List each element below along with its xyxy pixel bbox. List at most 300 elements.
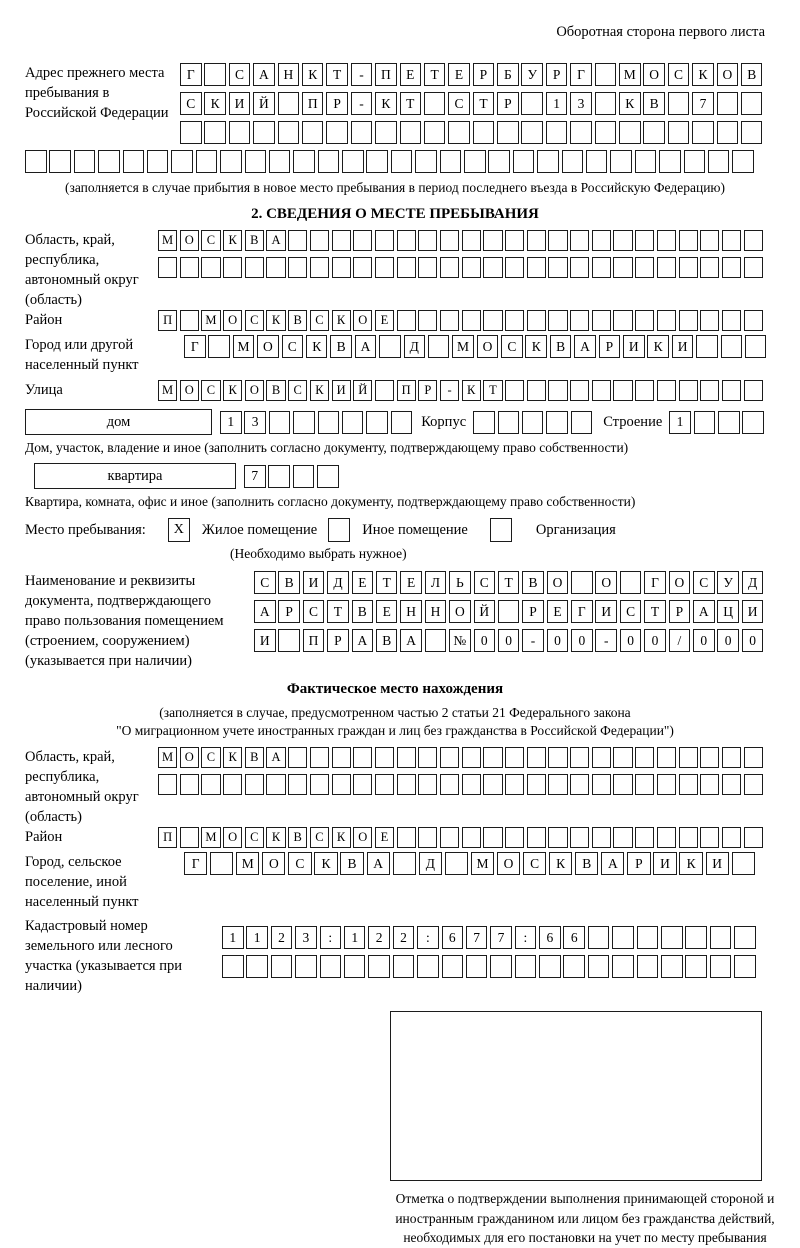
char-box[interactable]: А	[253, 63, 275, 86]
char-box[interactable]: К	[223, 747, 242, 768]
char-box[interactable]: К	[266, 827, 285, 848]
char-box[interactable]	[527, 310, 546, 331]
char-box[interactable]: Р	[522, 600, 544, 623]
char-box[interactable]: К	[332, 827, 351, 848]
char-box[interactable]	[147, 150, 169, 173]
char-box[interactable]	[661, 926, 683, 949]
char-box[interactable]: Д	[419, 852, 442, 875]
char-box[interactable]: Е	[352, 571, 374, 594]
char-box[interactable]	[268, 465, 290, 488]
char-box[interactable]: К	[223, 230, 242, 251]
char-box[interactable]: -	[440, 380, 459, 401]
char-box[interactable]	[462, 310, 481, 331]
char-box[interactable]	[393, 955, 415, 978]
char-box[interactable]	[445, 852, 468, 875]
char-box[interactable]	[425, 629, 447, 652]
char-box[interactable]	[462, 827, 481, 848]
char-box[interactable]	[722, 257, 741, 278]
char-box[interactable]	[548, 310, 567, 331]
char-box[interactable]: И	[623, 335, 645, 358]
char-box[interactable]: В	[575, 852, 598, 875]
char-box[interactable]	[679, 380, 698, 401]
char-box[interactable]: О	[353, 310, 372, 331]
char-box[interactable]: А	[355, 335, 377, 358]
char-box[interactable]: М	[236, 852, 259, 875]
char-box[interactable]: Т	[326, 63, 348, 86]
char-box[interactable]	[320, 955, 342, 978]
char-box[interactable]: 6	[563, 926, 585, 949]
char-box[interactable]: С	[245, 827, 264, 848]
char-box[interactable]: О	[477, 335, 499, 358]
char-box[interactable]: С	[201, 230, 220, 251]
char-box[interactable]: 3	[295, 926, 317, 949]
char-box[interactable]	[668, 92, 690, 115]
char-box[interactable]	[521, 92, 543, 115]
char-box[interactable]	[592, 310, 611, 331]
char-box[interactable]	[462, 774, 481, 795]
char-box[interactable]: И	[303, 571, 325, 594]
char-box[interactable]	[245, 257, 264, 278]
char-box[interactable]	[548, 230, 567, 251]
char-box[interactable]	[527, 827, 546, 848]
char-box[interactable]	[123, 150, 145, 173]
char-box[interactable]	[418, 310, 437, 331]
char-box[interactable]: Й	[474, 600, 496, 623]
char-box[interactable]: А	[574, 335, 596, 358]
char-box[interactable]: П	[375, 63, 397, 86]
char-box[interactable]	[483, 747, 502, 768]
char-box[interactable]	[266, 257, 285, 278]
char-box[interactable]	[612, 955, 634, 978]
char-box[interactable]	[613, 380, 632, 401]
char-box[interactable]: П	[302, 92, 324, 115]
char-box[interactable]: А	[693, 600, 715, 623]
char-box[interactable]	[635, 150, 657, 173]
char-box[interactable]: А	[266, 747, 285, 768]
checkbox-organization[interactable]	[490, 518, 512, 542]
char-box[interactable]	[710, 926, 732, 949]
char-box[interactable]: С	[245, 310, 264, 331]
char-box[interactable]	[440, 230, 459, 251]
char-box[interactable]	[391, 150, 413, 173]
char-box[interactable]: Р	[418, 380, 437, 401]
char-box[interactable]	[657, 380, 676, 401]
char-box[interactable]	[391, 411, 413, 434]
char-box[interactable]	[397, 230, 416, 251]
char-box[interactable]: К	[692, 63, 714, 86]
char-box[interactable]	[613, 257, 632, 278]
char-box[interactable]	[288, 230, 307, 251]
char-box[interactable]: М	[471, 852, 494, 875]
char-box[interactable]	[505, 774, 524, 795]
char-box[interactable]: С	[693, 571, 715, 594]
char-box[interactable]	[473, 411, 495, 434]
char-box[interactable]: Й	[353, 380, 372, 401]
char-box[interactable]	[483, 774, 502, 795]
char-box[interactable]	[269, 411, 291, 434]
char-box[interactable]: С	[288, 380, 307, 401]
char-box[interactable]: О	[643, 63, 665, 86]
char-box[interactable]: 2	[271, 926, 293, 949]
char-box[interactable]: А	[266, 230, 285, 251]
char-box[interactable]	[643, 121, 665, 144]
char-box[interactable]	[685, 955, 707, 978]
char-box[interactable]	[635, 230, 654, 251]
char-box[interactable]: :	[417, 926, 439, 949]
char-box[interactable]	[722, 310, 741, 331]
char-box[interactable]	[679, 257, 698, 278]
char-box[interactable]	[679, 747, 698, 768]
char-box[interactable]	[344, 955, 366, 978]
char-box[interactable]	[473, 121, 495, 144]
char-box[interactable]: С	[310, 310, 329, 331]
char-box[interactable]	[539, 955, 561, 978]
char-box[interactable]: С	[288, 852, 311, 875]
char-box[interactable]	[613, 827, 632, 848]
char-box[interactable]: К	[204, 92, 226, 115]
char-box[interactable]: 0	[717, 629, 739, 652]
char-box[interactable]: Г	[644, 571, 666, 594]
char-box[interactable]	[288, 747, 307, 768]
char-box[interactable]	[293, 465, 315, 488]
char-box[interactable]	[293, 411, 315, 434]
char-box[interactable]: П	[158, 827, 177, 848]
char-box[interactable]	[592, 774, 611, 795]
char-box[interactable]: Е	[375, 310, 394, 331]
char-box[interactable]	[722, 380, 741, 401]
char-box[interactable]: Т	[644, 600, 666, 623]
char-box[interactable]	[332, 747, 351, 768]
char-box[interactable]	[25, 150, 47, 173]
char-box[interactable]: 0	[644, 629, 666, 652]
char-box[interactable]	[424, 121, 446, 144]
char-box[interactable]	[229, 121, 251, 144]
char-box[interactable]	[418, 827, 437, 848]
char-box[interactable]	[548, 257, 567, 278]
house-box[interactable]: дом	[25, 409, 212, 435]
char-box[interactable]	[483, 257, 502, 278]
char-box[interactable]	[400, 121, 422, 144]
char-box[interactable]	[588, 955, 610, 978]
char-box[interactable]	[661, 955, 683, 978]
char-box[interactable]	[171, 150, 193, 173]
char-box[interactable]	[570, 121, 592, 144]
char-box[interactable]	[592, 747, 611, 768]
char-box[interactable]	[637, 955, 659, 978]
char-box[interactable]	[223, 257, 242, 278]
char-box[interactable]	[637, 926, 659, 949]
char-box[interactable]	[679, 310, 698, 331]
char-box[interactable]: Т	[327, 600, 349, 623]
char-box[interactable]	[679, 774, 698, 795]
char-box[interactable]	[483, 827, 502, 848]
char-box[interactable]	[700, 380, 719, 401]
char-box[interactable]	[448, 121, 470, 144]
char-box[interactable]	[245, 774, 264, 795]
char-box[interactable]: С	[282, 335, 304, 358]
char-box[interactable]: М	[201, 827, 220, 848]
char-box[interactable]	[595, 121, 617, 144]
char-box[interactable]	[353, 257, 372, 278]
char-box[interactable]: Л	[425, 571, 447, 594]
char-box[interactable]: О	[262, 852, 285, 875]
char-box[interactable]	[278, 629, 300, 652]
char-box[interactable]: К	[525, 335, 547, 358]
char-box[interactable]	[440, 827, 459, 848]
char-box[interactable]: К	[375, 92, 397, 115]
char-box[interactable]: В	[278, 571, 300, 594]
char-box[interactable]	[570, 230, 589, 251]
char-box[interactable]: В	[245, 230, 264, 251]
char-box[interactable]: :	[320, 926, 342, 949]
char-box[interactable]	[302, 121, 324, 144]
char-box[interactable]	[498, 411, 520, 434]
char-box[interactable]: Ц	[717, 600, 739, 623]
char-box[interactable]: Е	[375, 827, 394, 848]
char-box[interactable]	[692, 121, 714, 144]
char-box[interactable]: С	[448, 92, 470, 115]
char-box[interactable]: -	[522, 629, 544, 652]
char-box[interactable]: 1	[220, 411, 242, 434]
char-box[interactable]	[266, 774, 285, 795]
char-box[interactable]: С	[310, 827, 329, 848]
char-box[interactable]	[635, 827, 654, 848]
char-box[interactable]: И	[332, 380, 351, 401]
char-box[interactable]: М	[158, 380, 177, 401]
char-box[interactable]: Й	[253, 92, 275, 115]
char-box[interactable]	[245, 150, 267, 173]
char-box[interactable]: С	[201, 380, 220, 401]
char-box[interactable]	[700, 774, 719, 795]
char-box[interactable]: К	[647, 335, 669, 358]
char-box[interactable]: К	[462, 380, 481, 401]
char-box[interactable]: 7	[466, 926, 488, 949]
checkbox-residential[interactable]: X	[168, 518, 190, 542]
char-box[interactable]	[657, 310, 676, 331]
char-box[interactable]	[570, 774, 589, 795]
char-box[interactable]	[310, 774, 329, 795]
char-box[interactable]	[375, 121, 397, 144]
char-box[interactable]	[375, 747, 394, 768]
char-box[interactable]: А	[367, 852, 390, 875]
char-box[interactable]: С	[474, 571, 496, 594]
char-box[interactable]	[635, 380, 654, 401]
char-box[interactable]: Т	[498, 571, 520, 594]
char-box[interactable]	[332, 230, 351, 251]
char-box[interactable]	[208, 335, 230, 358]
char-box[interactable]: Р	[326, 92, 348, 115]
char-box[interactable]: Е	[547, 600, 569, 623]
char-box[interactable]: И	[742, 600, 764, 623]
char-box[interactable]	[318, 411, 340, 434]
char-box[interactable]: С	[254, 571, 276, 594]
char-box[interactable]	[586, 150, 608, 173]
char-box[interactable]	[685, 926, 707, 949]
char-box[interactable]	[717, 92, 739, 115]
char-box[interactable]	[505, 827, 524, 848]
char-box[interactable]: К	[619, 92, 641, 115]
char-box[interactable]	[462, 257, 481, 278]
char-box[interactable]	[657, 257, 676, 278]
char-box[interactable]	[310, 257, 329, 278]
char-box[interactable]	[368, 955, 390, 978]
char-box[interactable]: 1	[222, 926, 244, 949]
char-box[interactable]	[700, 230, 719, 251]
char-box[interactable]	[158, 774, 177, 795]
char-box[interactable]: /	[669, 629, 691, 652]
char-box[interactable]	[635, 310, 654, 331]
char-box[interactable]	[222, 955, 244, 978]
char-box[interactable]	[74, 150, 96, 173]
char-box[interactable]	[592, 827, 611, 848]
char-box[interactable]: 1	[669, 411, 691, 434]
char-box[interactable]: О	[180, 230, 199, 251]
char-box[interactable]	[180, 827, 199, 848]
char-box[interactable]: Р	[497, 92, 519, 115]
char-box[interactable]: 2	[368, 926, 390, 949]
char-box[interactable]: Г	[570, 63, 592, 86]
char-box[interactable]: П	[158, 310, 177, 331]
char-box[interactable]	[442, 955, 464, 978]
char-box[interactable]: 0	[474, 629, 496, 652]
char-box[interactable]	[613, 747, 632, 768]
char-box[interactable]	[462, 747, 481, 768]
char-box[interactable]	[418, 230, 437, 251]
char-box[interactable]	[295, 955, 317, 978]
char-box[interactable]	[418, 747, 437, 768]
char-box[interactable]: 1	[344, 926, 366, 949]
char-box[interactable]: К	[332, 310, 351, 331]
char-box[interactable]	[505, 380, 524, 401]
char-box[interactable]: М	[619, 63, 641, 86]
char-box[interactable]	[657, 747, 676, 768]
char-box[interactable]: И	[595, 600, 617, 623]
char-box[interactable]	[375, 230, 394, 251]
char-box[interactable]	[513, 150, 535, 173]
char-box[interactable]: У	[521, 63, 543, 86]
char-box[interactable]: О	[223, 827, 242, 848]
char-box[interactable]: Р	[473, 63, 495, 86]
char-box[interactable]: Т	[483, 380, 502, 401]
char-box[interactable]	[505, 230, 524, 251]
char-box[interactable]	[657, 230, 676, 251]
char-box[interactable]	[571, 411, 593, 434]
char-box[interactable]	[742, 411, 764, 434]
char-box[interactable]	[548, 747, 567, 768]
char-box[interactable]: С	[668, 63, 690, 86]
char-box[interactable]: Е	[376, 600, 398, 623]
char-box[interactable]: 0	[547, 629, 569, 652]
char-box[interactable]: И	[706, 852, 729, 875]
char-box[interactable]: О	[547, 571, 569, 594]
char-box[interactable]	[246, 955, 268, 978]
char-box[interactable]	[592, 380, 611, 401]
char-box[interactable]	[483, 310, 502, 331]
char-box[interactable]	[684, 150, 706, 173]
char-box[interactable]	[201, 257, 220, 278]
char-box[interactable]: В	[643, 92, 665, 115]
char-box[interactable]: Г	[571, 600, 593, 623]
char-box[interactable]	[415, 150, 437, 173]
char-box[interactable]	[310, 747, 329, 768]
char-box[interactable]	[210, 852, 233, 875]
char-box[interactable]	[527, 230, 546, 251]
char-box[interactable]	[271, 955, 293, 978]
char-box[interactable]	[527, 774, 546, 795]
char-box[interactable]: К	[314, 852, 337, 875]
char-box[interactable]	[592, 230, 611, 251]
char-box[interactable]: Р	[278, 600, 300, 623]
char-box[interactable]	[428, 335, 450, 358]
char-box[interactable]	[483, 230, 502, 251]
char-box[interactable]: Г	[184, 852, 207, 875]
char-box[interactable]	[694, 411, 716, 434]
char-box[interactable]	[521, 121, 543, 144]
char-box[interactable]	[366, 150, 388, 173]
char-box[interactable]: В	[245, 747, 264, 768]
char-box[interactable]: М	[452, 335, 474, 358]
char-box[interactable]	[278, 121, 300, 144]
char-box[interactable]: О	[180, 747, 199, 768]
char-box[interactable]	[721, 335, 743, 358]
char-box[interactable]: 7	[490, 926, 512, 949]
char-box[interactable]	[440, 747, 459, 768]
char-box[interactable]	[562, 150, 584, 173]
char-box[interactable]: В	[340, 852, 363, 875]
char-box[interactable]	[490, 955, 512, 978]
char-box[interactable]	[744, 747, 763, 768]
char-box[interactable]	[700, 747, 719, 768]
char-box[interactable]: Р	[599, 335, 621, 358]
char-box[interactable]: Р	[669, 600, 691, 623]
char-box[interactable]	[397, 747, 416, 768]
char-box[interactable]	[397, 774, 416, 795]
char-box[interactable]: Т	[400, 92, 422, 115]
char-box[interactable]	[353, 230, 372, 251]
char-box[interactable]	[635, 257, 654, 278]
char-box[interactable]	[332, 774, 351, 795]
char-box[interactable]	[657, 774, 676, 795]
char-box[interactable]	[570, 827, 589, 848]
char-box[interactable]	[570, 257, 589, 278]
char-box[interactable]	[220, 150, 242, 173]
char-box[interactable]: Д	[742, 571, 764, 594]
char-box[interactable]	[635, 774, 654, 795]
char-box[interactable]: 1	[246, 926, 268, 949]
char-box[interactable]	[353, 747, 372, 768]
char-box[interactable]: Р	[546, 63, 568, 86]
char-box[interactable]	[657, 827, 676, 848]
char-box[interactable]	[204, 63, 226, 86]
char-box[interactable]: 0	[498, 629, 520, 652]
char-box[interactable]: -	[351, 63, 373, 86]
char-box[interactable]	[744, 230, 763, 251]
char-box[interactable]	[700, 827, 719, 848]
char-box[interactable]	[732, 150, 754, 173]
char-box[interactable]: 0	[620, 629, 642, 652]
checkbox-other-premises[interactable]	[328, 518, 350, 542]
char-box[interactable]: К	[266, 310, 285, 331]
char-box[interactable]	[462, 230, 481, 251]
char-box[interactable]: А	[400, 629, 422, 652]
char-box[interactable]	[546, 121, 568, 144]
char-box[interactable]: Г	[184, 335, 206, 358]
char-box[interactable]	[722, 774, 741, 795]
char-box[interactable]	[527, 380, 546, 401]
char-box[interactable]: В	[550, 335, 572, 358]
char-box[interactable]	[610, 150, 632, 173]
char-box[interactable]	[527, 257, 546, 278]
